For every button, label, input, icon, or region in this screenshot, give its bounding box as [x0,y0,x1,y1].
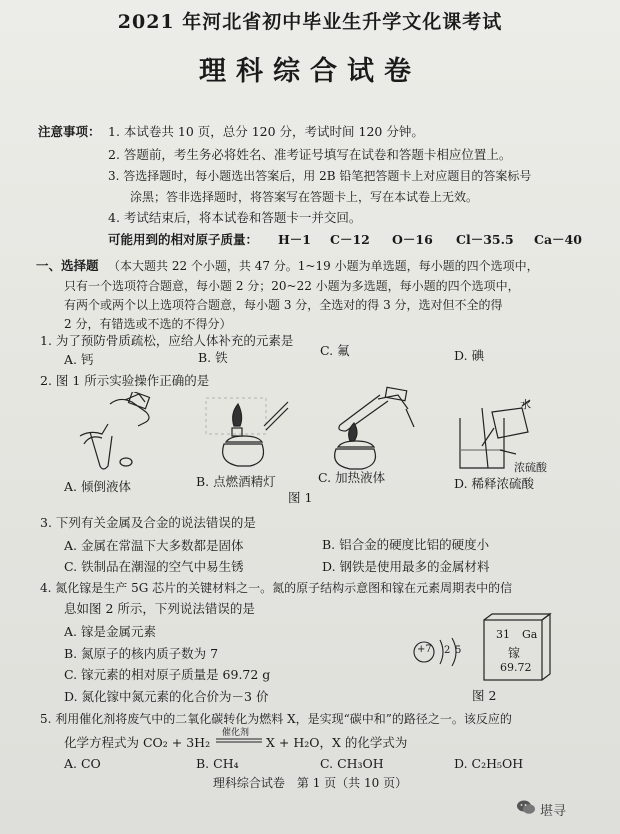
figure-1-caption: 图 1 [288,490,313,505]
notice-item-3-cont: 涂黑；答非选择题时，将答案写在答题卡上，写在本试卷上无效。 [130,190,479,204]
electron-shell-1: 2 [444,645,451,656]
notice-label: 注意事项： [38,124,101,139]
q1-option-c: C. 氟 [320,343,350,358]
q4-option-b: B. 氮原子的核内质子数为 7 [64,646,219,661]
paper-title: 理科综合试卷 [199,56,421,87]
label-water: 水 [520,398,531,411]
q3-option-c: C. 铁制品在潮湿的空气中易生锈 [64,559,244,574]
q4-option-a: A. 镓是金属元素 [64,624,156,639]
alcohol-lamp-figure [204,396,294,476]
q2-option-b: B. 点燃酒精灯 [196,474,276,489]
q2-option-c: C. 加热液体 [318,470,386,485]
atomic-mass-ca: Ca－40 [534,232,582,247]
q1-option-d: D. 碘 [454,348,485,363]
q2-option-a: A. 倾倒液体 [64,479,131,494]
q5-option-c: C. CH₃OH [320,756,384,771]
exam-title: 2021 年河北省初中毕业生升学文化课考试 [117,11,503,33]
notice-item-2: 2. 答题前，考生务必将姓名、准考证号填写在试卷和答题卡相应位置上。 [108,147,512,162]
q1-stem: 1. 为了预防骨质疏松，应给人体补充的元素是 [40,333,294,348]
section-intro-1: （本大题共 22 个小题，共 47 分。1~19 小题为单选题，每小题的四个选项中， [108,259,539,273]
q4-stem-2: 息如图 2 所示，下列说法错误的是 [64,601,255,616]
page-footer: 理科综合试卷 第 1 页（共 10 页） [212,776,408,790]
atomic-mass-h: H－1 [278,232,312,247]
section-intro-3: 有两个或两个以上选项符合题意，每小题 3 分，全选对的得 3 分，选对但不全的得 [64,298,503,312]
q5-option-d: D. C₂H₅OH [454,756,524,771]
q2-stem: 2. 图 1 所示实验操作正确的是 [40,373,210,388]
atomic-mass-label: 可能用到的相对原子质量： [108,232,259,247]
q3-option-a: A. 金属在常温下大多数都是固体 [64,538,244,553]
heat-liquid-figure [320,385,420,475]
notice-item-4: 4. 考试结束后，将本试卷和答题卡一并交回。 [108,210,362,225]
atomic-mass-cl: Cl－35.5 [456,232,514,247]
q1-option-a: A. 钙 [64,352,94,367]
q4-stem-1: 4. 氮化镓是生产 5G 芯片的关键材料之一。氮的原子结构示意图和镓在元素周期表中的信 [40,581,513,595]
watermark-text: 堪寻 [540,804,567,819]
atomic-mass-c: C－12 [330,232,370,247]
q3-option-d: D. 钢铁是使用最多的金属材料 [322,559,490,574]
gallium-atomic-number: 31 [496,628,510,641]
section-heading: 一、选择题 [36,258,99,273]
reaction-arrow-line [216,738,262,744]
gallium-atomic-mass: 69.72 [500,661,532,674]
q5-option-a: A. CO [64,756,101,771]
gallium-symbol: Ga [522,628,538,641]
q4-option-c: C. 镓元素的相对原子质量是 69.72 g [64,667,271,682]
q5-option-b: B. CH₄ [196,756,239,771]
figure-2-caption: 图 2 [472,688,497,703]
q3-option-b: B. 铝合金的硬度比铝的硬度小 [322,537,490,552]
section-intro-4: 2 分，有错选或不选的不得分） [64,317,232,331]
pour-liquid-figure [70,392,170,474]
q5-stem-1: 5. 利用催化剂将废气中的二氧化碳转化为燃料 X，是实现“碳中和”的路径之一。该反应的 [40,712,512,726]
q4-option-d: D. 氮化镓中氮元素的化合价为－3 价 [64,689,269,704]
q5-equation-prefix: 化学方程式为 CO₂ + 3H₂ [64,735,211,750]
electron-shell-2: 5 [455,645,462,656]
q3-stem: 3. 下列有关金属及合金的说法错误的是 [40,515,256,530]
q2-option-d: D. 稀释浓硫酸 [454,476,535,491]
gallium-name: 镓 [508,646,521,660]
q5-equation-suffix: X + H₂O，X 的化学式为 [266,735,408,750]
q5-catalyst-label: 催化剂 [222,728,250,738]
label-concentrated-acid: 浓硫酸 [514,461,547,474]
nucleus-charge: +7 [417,644,432,655]
atomic-mass-o: O－16 [392,232,433,247]
q1-option-b: B. 铁 [198,350,228,365]
notice-item-3: 3. 答选择题时，每小题选出答案后，用 2B 铅笔把答题卡上对应题目的答案标号 [108,169,532,183]
wechat-icon [516,799,536,816]
notice-item-1: 1. 本试卷共 10 页，总分 120 分，考试时间 120 分钟。 [108,124,424,139]
section-intro-2: 只有一个选项符合题意，每小题 2 分；20~22 小题为多选题，每小题的四个选项中， [64,279,520,293]
